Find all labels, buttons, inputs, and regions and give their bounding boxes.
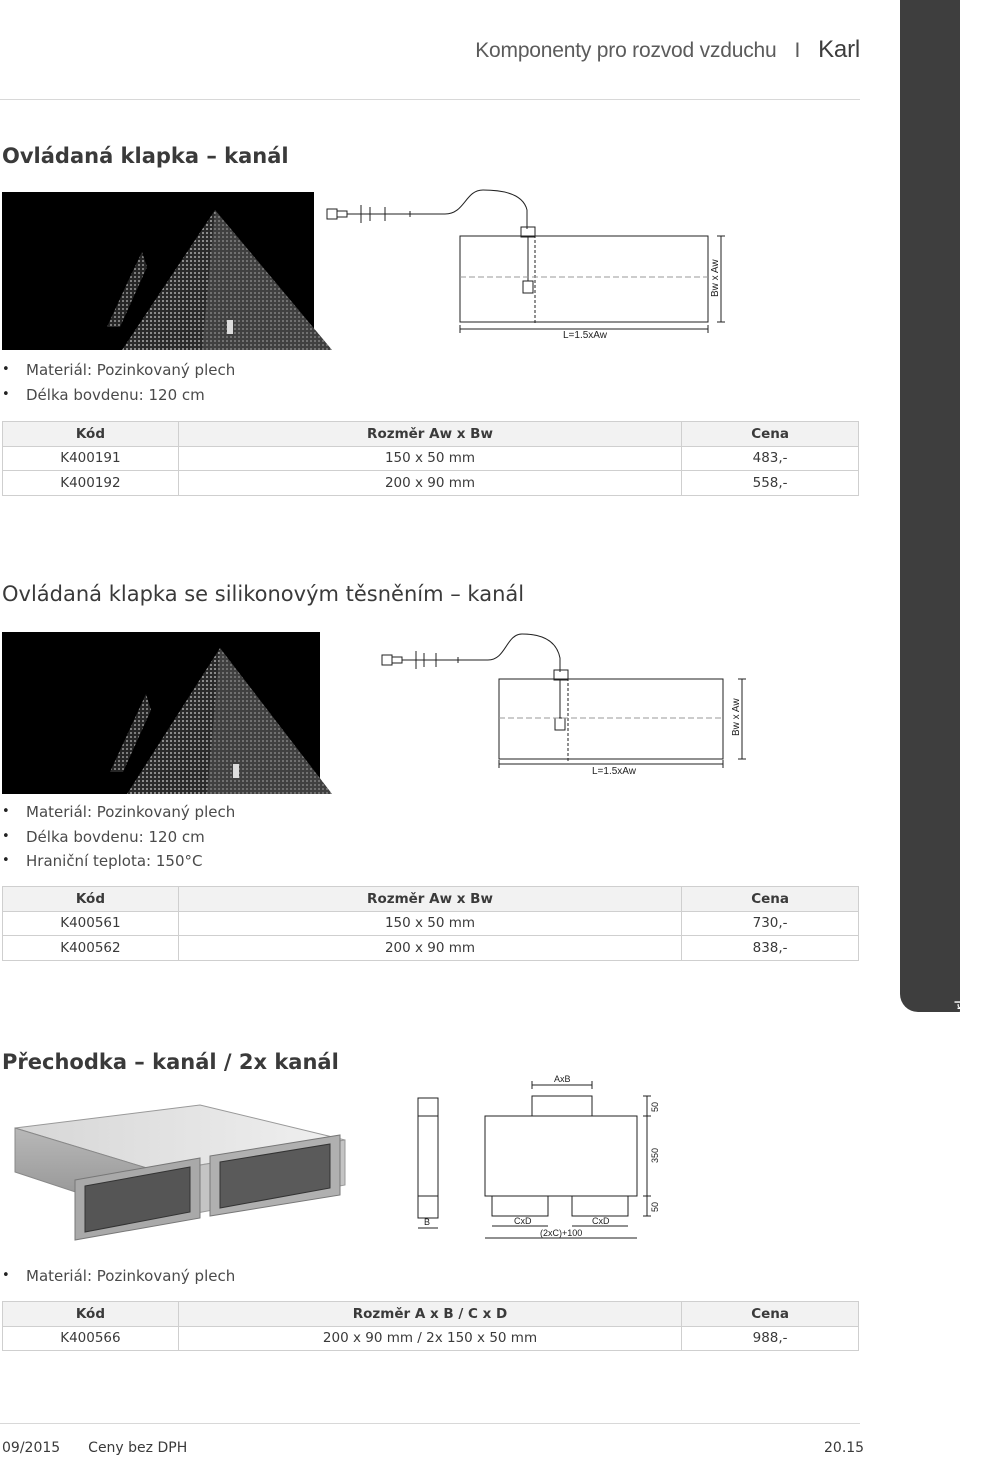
cell-price: 730,- [682, 911, 859, 936]
feature-item: • Délka bovdenu: 120 cm [2, 825, 235, 850]
feature-item: • Materiál: Pozinkovaný plech [2, 358, 235, 383]
side-tab-line1: 20 Karl [952, 1000, 970, 1053]
col-header-code: Kód [3, 422, 179, 447]
drawing-3-bottom-label: (2xC)+100 [540, 1228, 583, 1238]
footer-date: 09/2015 [2, 1440, 61, 1456]
feature-item: • Délka bovdenu: 120 cm [2, 383, 235, 408]
drawing-3-cxd-label-2: CxD [592, 1216, 610, 1226]
drawing-3-h1-label: 50 [650, 1101, 660, 1112]
cell-size: 200 x 90 mm / 2x 150 x 50 mm [178, 1326, 681, 1351]
col-header-price: Cena [682, 1302, 859, 1327]
cell-size: 200 x 90 mm [178, 471, 681, 496]
feature-item: • Materiál: Pozinkovaný plech [2, 800, 235, 825]
drawing-3-h2-label: 350 [650, 1147, 660, 1163]
footer-divider [0, 1423, 860, 1424]
side-tab-line2: – vzduchotechnika [970, 1000, 988, 1140]
col-header-code: Kód [3, 887, 179, 912]
footer-note: Ceny bez DPH [88, 1440, 188, 1456]
drawing-2-size-label: Bw x Aw [731, 698, 742, 736]
section-title-2: Ovládaná klapka se silikonovým těsněním – kanál [2, 582, 525, 606]
table-row [3, 471, 859, 496]
footer-left [2, 1440, 187, 1456]
section-title-1: Ovládaná klapka – kanál [2, 144, 289, 168]
technical-drawing-1 [325, 185, 730, 343]
col-header-price: Cena [682, 887, 859, 912]
table-header-row [3, 887, 859, 912]
technical-drawing-3 [410, 1068, 670, 1244]
feature-item: • Materiál: Pozinkovaný plech [2, 1264, 235, 1289]
drawing-3-b-label: B [424, 1217, 431, 1227]
col-header-size: Rozměr A x B / C x D [178, 1302, 681, 1327]
product-photo-3 [10, 1100, 355, 1250]
table-row [3, 1326, 859, 1351]
section-title-3: Přechodka – kanál / 2x kanál [2, 1050, 339, 1074]
page-header [475, 36, 860, 64]
drawing-1-length-label: L=1.5xAw [563, 330, 608, 341]
cell-size: 150 x 50 mm [178, 446, 681, 471]
table-row [3, 446, 859, 471]
feature-list-1 [2, 358, 235, 407]
header-title: Komponenty pro rozvod vzduchu [475, 39, 777, 62]
spec-table-1 [2, 421, 859, 496]
table-row [3, 911, 859, 936]
drawing-3-axb-label: AxB [554, 1074, 571, 1084]
footer-page-number: 20.15 [824, 1440, 865, 1456]
cell-code: K400191 [3, 446, 179, 471]
col-header-price: Cena [682, 422, 859, 447]
header-separator: I [794, 39, 801, 62]
cell-price: 483,- [682, 446, 859, 471]
spec-table-2 [2, 886, 859, 961]
product-photo-1 [2, 192, 314, 350]
drawing-1-size-label: Bw x Aw [710, 259, 721, 297]
feature-item: • Hraniční teplota: 150°C [2, 849, 235, 874]
product-photo-2 [2, 632, 320, 794]
cell-price: 558,- [682, 471, 859, 496]
drawing-3-h3-label: 50 [650, 1201, 660, 1212]
cell-price: 988,- [682, 1326, 859, 1351]
col-header-size: Rozměr Aw x Bw [178, 422, 681, 447]
col-header-code: Kód [3, 1302, 179, 1327]
header-divider [0, 99, 860, 100]
cell-code: K400192 [3, 471, 179, 496]
cell-price: 838,- [682, 936, 859, 961]
cell-size: 200 x 90 mm [178, 936, 681, 961]
feature-list-2 [2, 800, 235, 874]
spec-table-3 [2, 1301, 859, 1351]
side-tab-label [952, 1000, 988, 1139]
side-tab [900, 0, 960, 1012]
table-header-row [3, 422, 859, 447]
feature-list-3 [2, 1264, 235, 1289]
header-brand: Karl [818, 36, 860, 63]
drawing-3-cxd-label-1: CxD [514, 1216, 532, 1226]
col-header-size: Rozměr Aw x Bw [178, 887, 681, 912]
cell-size: 150 x 50 mm [178, 911, 681, 936]
drawing-2-length-label: L=1.5xAw [592, 766, 637, 777]
cell-code: K400562 [3, 936, 179, 961]
technical-drawing-2 [378, 628, 750, 776]
table-row [3, 936, 859, 961]
table-header-row [3, 1302, 859, 1327]
cell-code: K400566 [3, 1326, 179, 1351]
cell-code: K400561 [3, 911, 179, 936]
